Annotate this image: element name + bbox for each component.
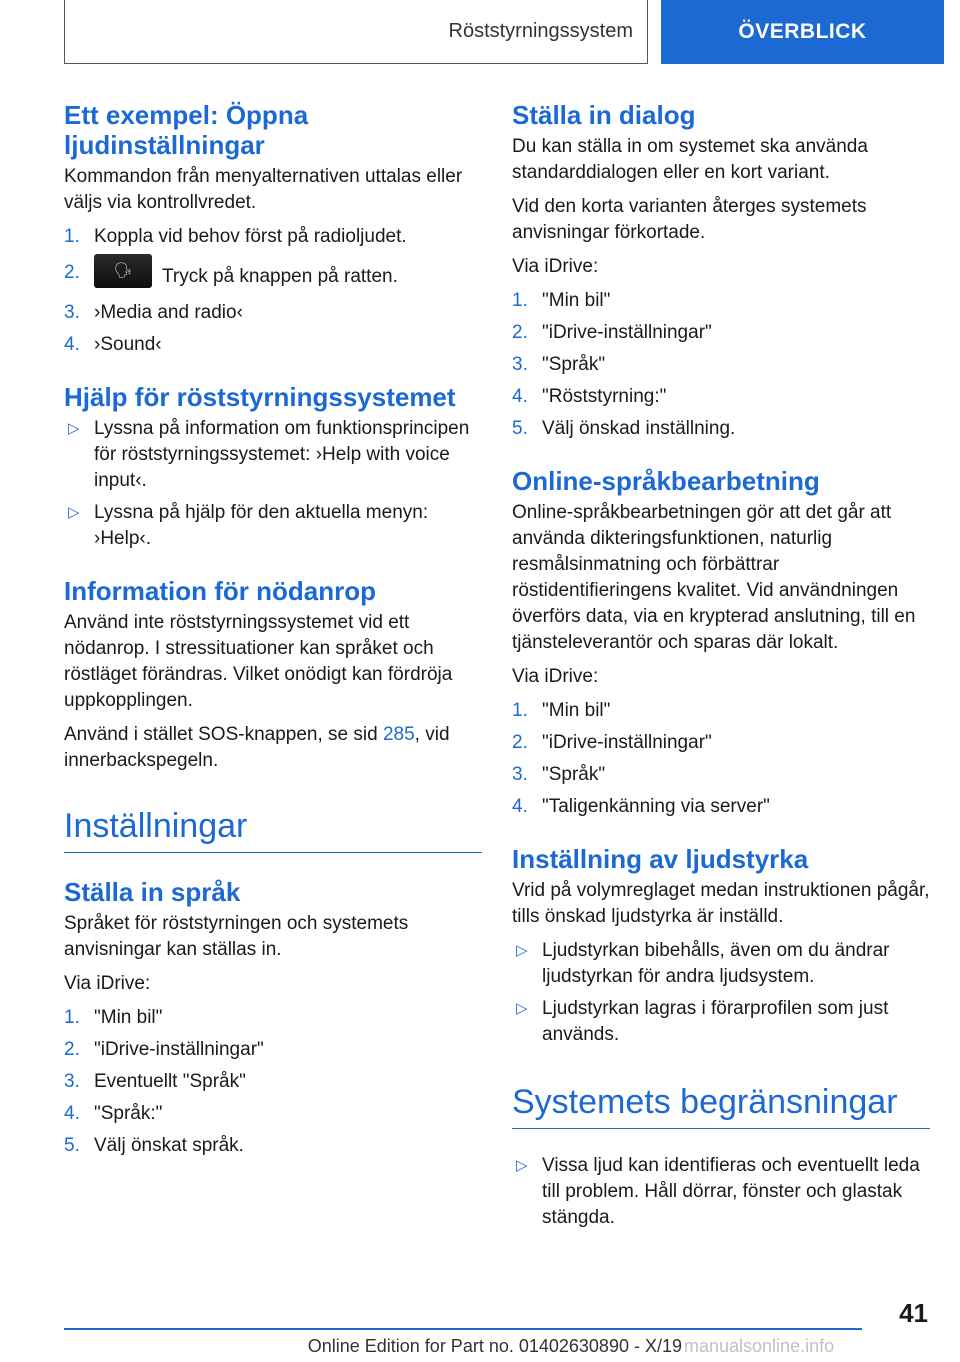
list-item: 4. "Röststyrning:" (512, 386, 667, 407)
heading-dialog: Ställa in dialog (512, 100, 696, 130)
heading-language: Ställa in språk (64, 877, 241, 907)
header-tab-overblick[interactable]: ÖVERBLICK (661, 0, 944, 64)
page-number: 41 (899, 1298, 928, 1328)
triangle-icon: ▷ (68, 504, 80, 521)
list-item: 1. "Min bil" (512, 700, 611, 721)
list-item: 4. "Taligenkänning via server" (512, 796, 770, 817)
paragraph: Via iDrive: (512, 666, 599, 687)
list-item: ▷ Lyssna på information om funktionsprincipen för röststyrningssystemet: ›Help with voice input‹. (68, 418, 470, 491)
list-item: ▷ Vissa ljud kan identifieras och eventuellt leda till problem. Håll dörrar, fönster och glastak stängda. (516, 1155, 920, 1228)
bullet-list (512, 1153, 930, 1231)
list-item: 1. Koppla vid behov först på radioljudet. (64, 226, 407, 247)
steps-list (64, 1005, 482, 1159)
heading-online-language: Online-språkbearbetning (512, 466, 820, 496)
paragraph: Vrid på volymreglaget medan instruktionen pågår, tills önskad ljudstyrka är inställd. (512, 880, 930, 927)
paragraph: Via iDrive: (512, 256, 599, 277)
list-item: 2. "iDrive-inställningar" (512, 732, 712, 753)
list-item: 3. Eventuellt "Språk" (64, 1071, 246, 1092)
left-column (64, 100, 482, 1169)
paragraph: Språket för röststyrningen och systemets anvisningar kan ställas in. (64, 913, 409, 960)
list-item: ▷ Ljudstyrkan lagras i förarprofilen som just används. (516, 998, 889, 1045)
footer-edition: Online Edition for Part no. 01402630890 - X/19 (307, 1336, 682, 1356)
paragraph: Du kan ställa in om systemet ska använda standarddialogen eller en kort variant. (512, 136, 868, 183)
list-item: 4. "Språk:" (64, 1103, 163, 1124)
list-item: 2. "iDrive-inställningar" (64, 1039, 264, 1060)
list-item: 3. ›Media and radio‹ (64, 302, 243, 323)
paragraph: Vid den korta varianten återges systemets anvisningar förkortade. (512, 196, 867, 243)
steps-list (512, 698, 930, 820)
triangle-icon: ▷ (516, 1157, 528, 1174)
bullet-list (512, 938, 930, 1048)
paragraph: Via iDrive: (64, 973, 151, 994)
page-link[interactable]: 285 (382, 724, 415, 745)
list-item: 1. "Min bil" (64, 1007, 163, 1028)
paragraph: Använd i stället SOS-knappen, se sid 285, vid innerbackspegeln. (64, 724, 450, 771)
heading-example: Ett exempel: Öppna ljudinställningar (64, 100, 309, 160)
right-column (512, 100, 930, 1241)
list-item: 3. "Språk" (512, 764, 606, 785)
heading-settings: Inställningar (64, 806, 482, 853)
bullet-list (64, 416, 482, 552)
triangle-icon: ▷ (516, 942, 528, 959)
paragraph: Kommandon från menyalternativen uttalas eller väljs via kontrollvredet. (64, 166, 463, 213)
list-item: 5. Välj önskad inställning. (512, 418, 736, 439)
list-item: 5. Välj önskat språk. (64, 1135, 244, 1156)
paragraph: Online-språkbearbetningen gör att det går att använda dikteringsfunktionen, naturlig resmålsinmatning och förbättrar röstidentifieringens kvalitet. Vid användningen överförs data, via en krypterad anslutning, till en tjänsteleverantör och sparas där lokalt. (512, 502, 916, 653)
paragraph: Använd inte röststyrningssystemet vid ett nödanrop. I stressituationer kan språket och röstläget förändras. Vilket onödigt kan fördröja uppkopplingen. (64, 612, 453, 711)
heading-volume: Inställning av ljudstyrka (512, 844, 809, 874)
list-item: 1. "Min bil" (512, 290, 611, 311)
header-section-title: Röststyrningssystem (64, 0, 648, 64)
heading-help: Hjälp för röststyrningssystemet (64, 382, 456, 412)
voice-button-icon: 🗣 (94, 254, 152, 288)
triangle-icon: ▷ (516, 1000, 528, 1017)
steps-list (64, 224, 482, 358)
steps-list (512, 288, 930, 442)
footer-divider (64, 1328, 862, 1330)
heading-limitations: Systemets begränsningar (512, 1082, 930, 1129)
list-item: 4. ›Sound‹ (64, 334, 162, 355)
watermark: manualsonline.info (684, 1336, 835, 1356)
list-item: ▷ Ljudstyrkan bibehålls, även om du ändrar ljudstyrkan för andra ljudsystem. (516, 940, 890, 987)
triangle-icon: ▷ (68, 420, 80, 437)
heading-emergency: Information för nödanrop (64, 576, 376, 606)
list-item: 2. 🗣 Tryck på knappen på ratten. (64, 260, 482, 294)
list-item: 3. "Språk" (512, 354, 606, 375)
list-item: ▷ Lyssna på hjälp för den aktuella menyn: ›Help‹. (68, 502, 429, 549)
list-item: 2. "iDrive-inställningar" (512, 322, 712, 343)
